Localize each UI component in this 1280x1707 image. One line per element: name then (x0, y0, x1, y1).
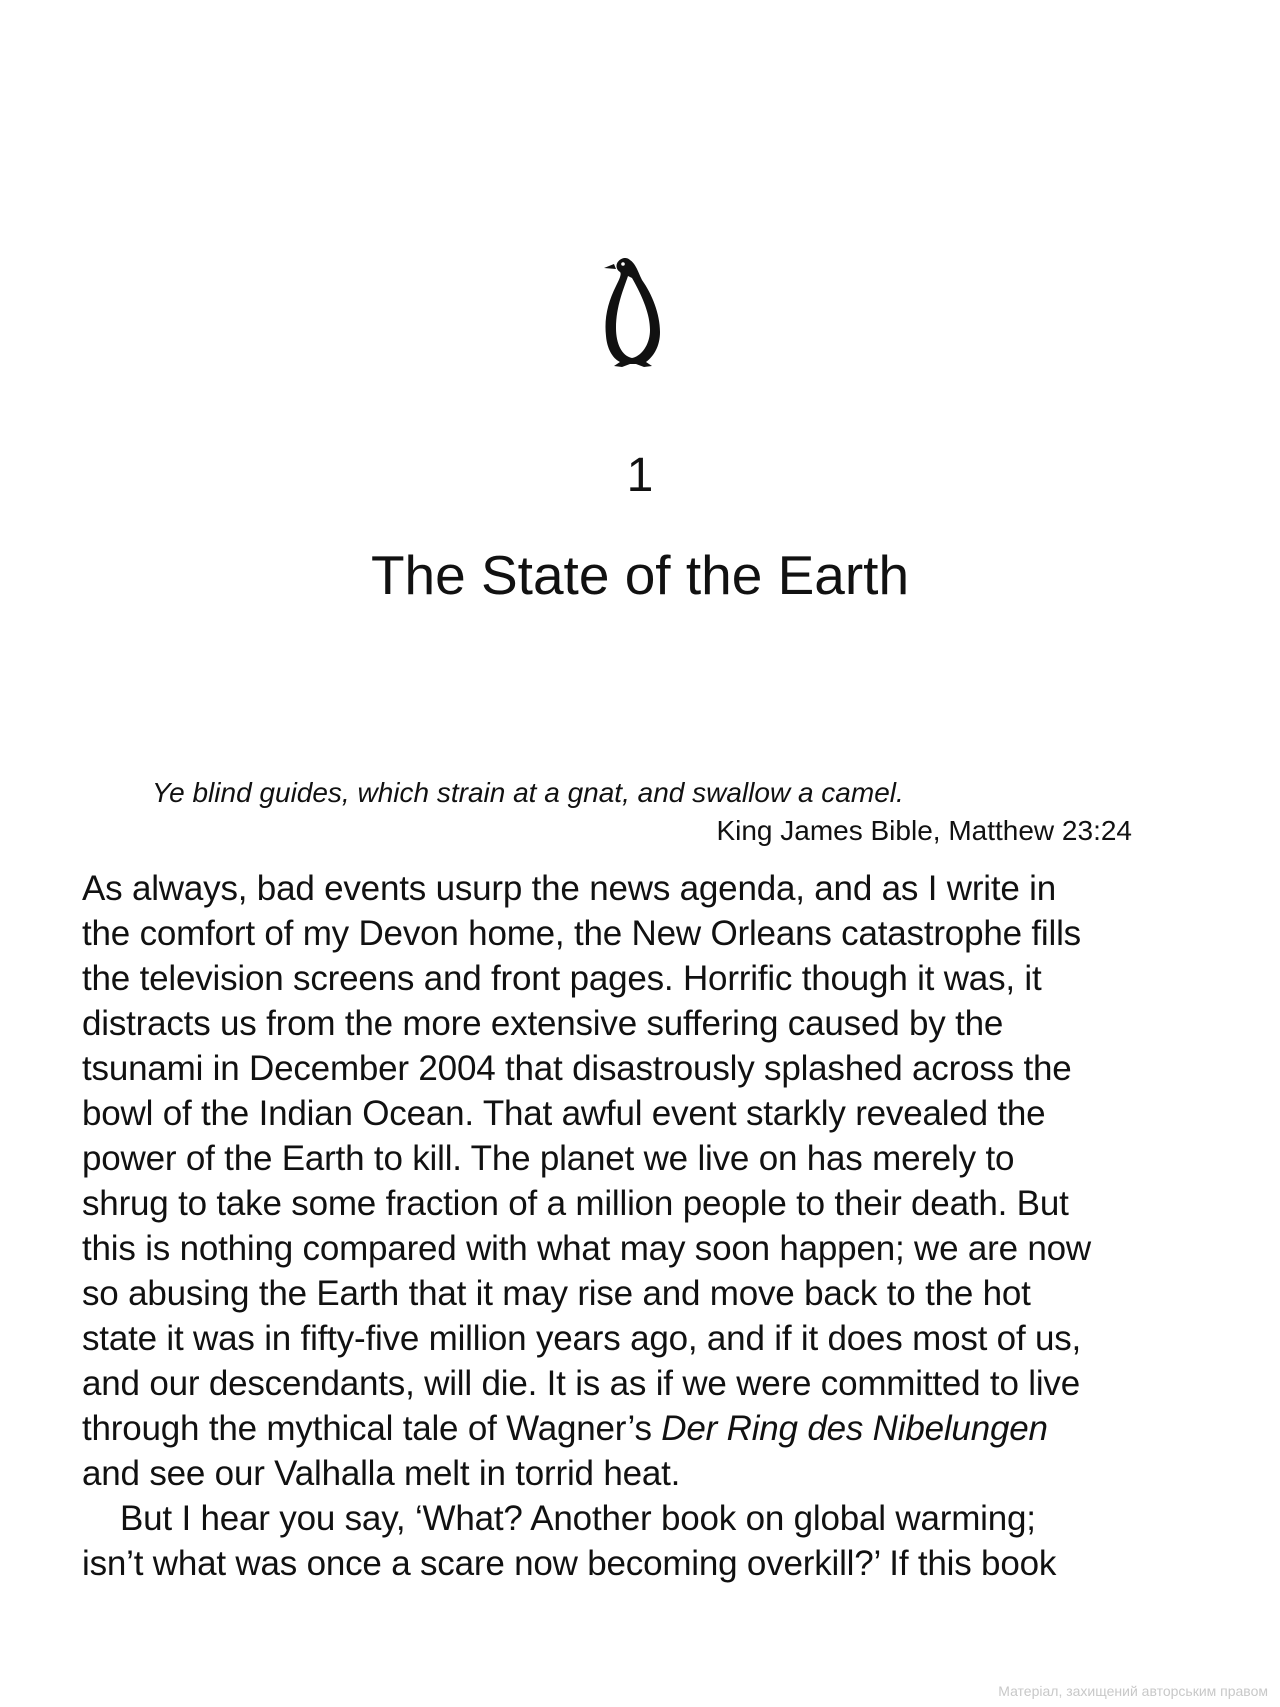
text-line: so abusing the Earth that it may rise and move back to the hot (82, 1274, 1031, 1313)
text-line: and our descendants, will die. It is as if we were committed to live (82, 1364, 1080, 1403)
text-line: bowl of the Indian Ocean. That awful event starkly revealed the (82, 1094, 1046, 1133)
text-line: distracts us from the more extensive suffering caused by the (82, 1004, 1004, 1043)
epigraph-quote: Ye blind guides, which strain at a gnat, and swallow a camel. (152, 777, 904, 808)
text-line: isn’t what was once a scare now becoming overkill?’ If this book (82, 1544, 1057, 1583)
text-line: tsunami in December 2004 that disastrously splashed across the (82, 1049, 1072, 1088)
text-line: state it was in fifty-five million years ago, and if it does most of us, (82, 1319, 1082, 1358)
text-line (82, 1406, 1212, 1451)
epigraph-source: King James Bible, Matthew 23:24 (716, 815, 1132, 846)
text-line: the television screens and front pages. Horrific though it was, it (82, 959, 1042, 998)
text-line: shrug to take some fraction of a million people to their death. But (82, 1184, 1069, 1223)
text-line: the comfort of my Devon home, the New Orleans catastrophe fills (82, 914, 1081, 953)
epigraph (152, 774, 1132, 850)
penguin-icon (602, 254, 664, 372)
text-line: and see our Valhalla melt in torrid heat. (82, 1454, 681, 1493)
chapter-number: 1 (626, 449, 654, 502)
copyright-watermark: Матеріал, захищений авторським правом (998, 1683, 1268, 1699)
text-line: power of the Earth to kill. The planet we live on has merely to (82, 1139, 1015, 1178)
body-text (82, 866, 1212, 1586)
text-line: But I hear you say, ‘What? Another book on global warming; (120, 1499, 1036, 1538)
chapter-title: The State of the Earth (370, 544, 910, 606)
text-line: As always, bad events usurp the news agenda, and as I write in (82, 869, 1057, 908)
text-line-prefix: through the mythical tale of Wagner’s (82, 1409, 662, 1448)
italic-title: Der Ring des Nibelungen (661, 1409, 1048, 1448)
text-line: this is nothing compared with what may soon happen; we are now (82, 1229, 1092, 1268)
